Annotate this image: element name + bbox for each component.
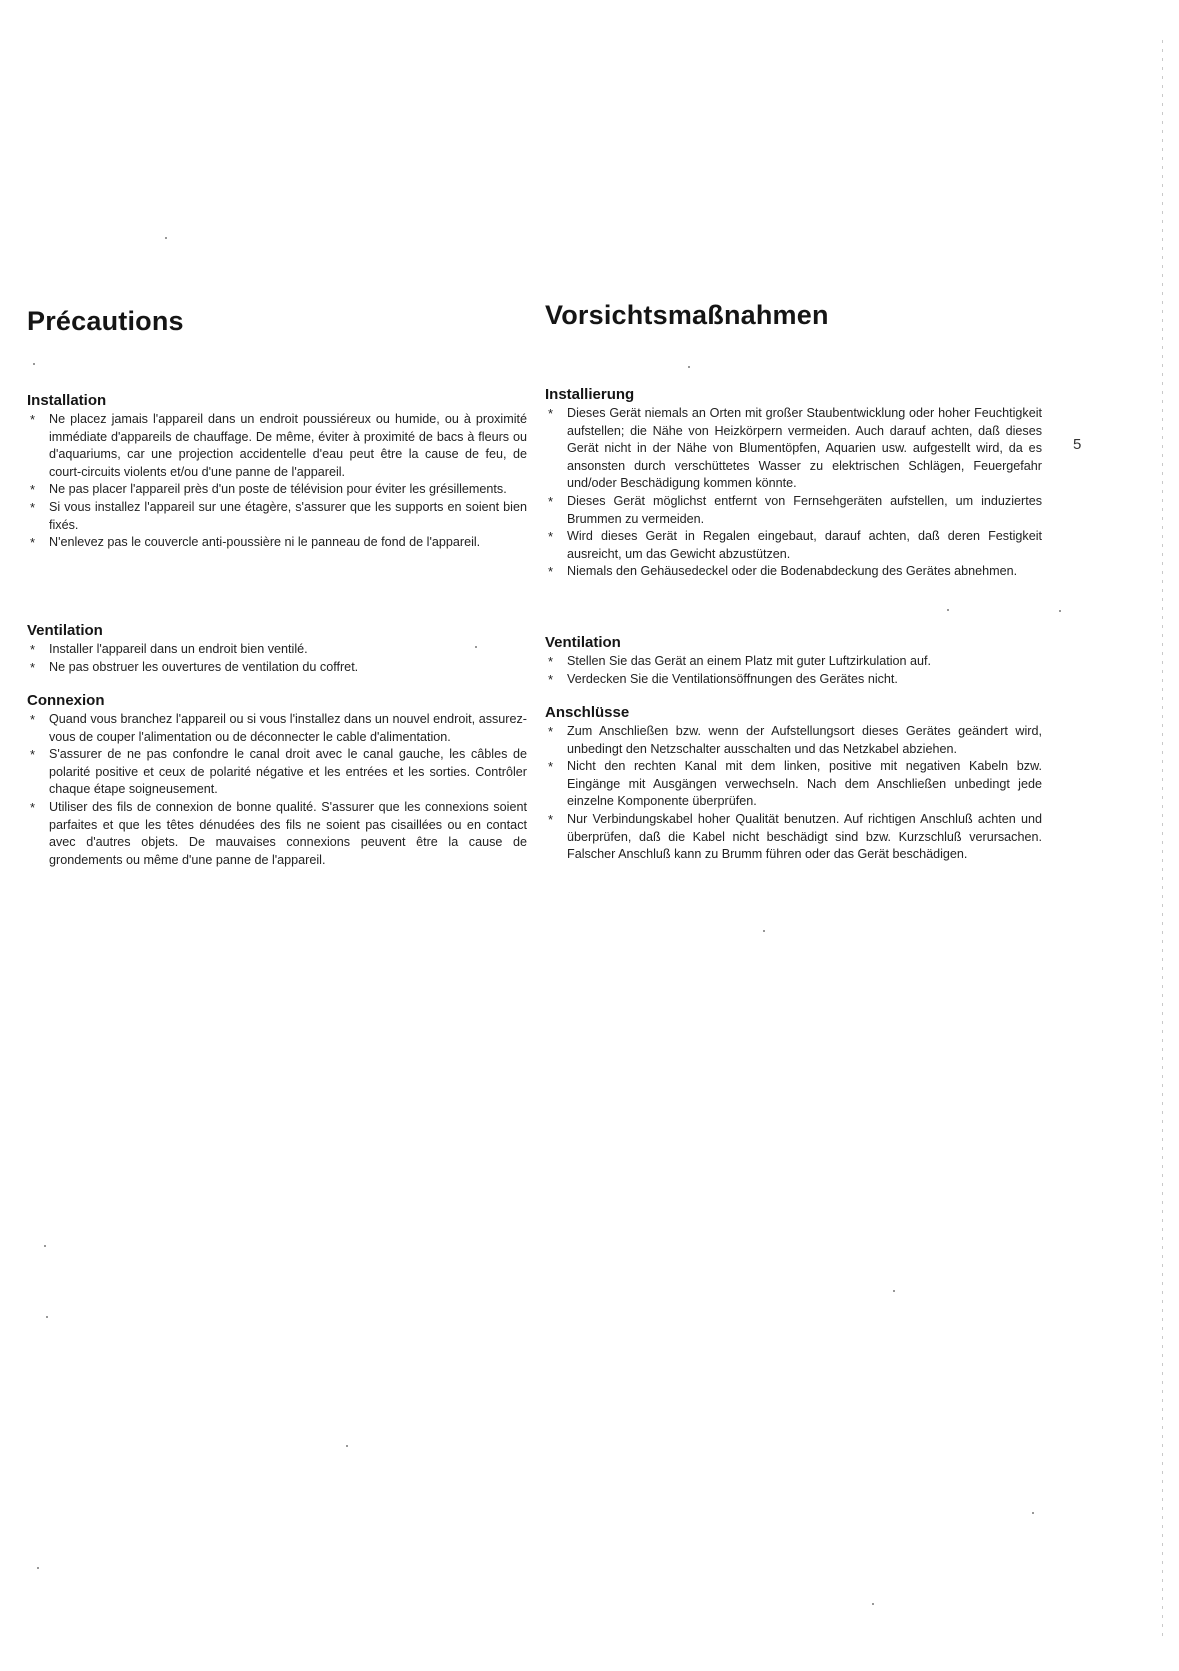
section-heading: Anschlüsse [545, 704, 630, 721]
page-number: 5 [1073, 436, 1082, 453]
list-item: * Ne placez jamais l'appareil dans un endroit poussiéreux ou humide, ou à proximité immédiate d'appareils de chauffage. De même, éviter à proximité de bacs à fleurs ou d'aquariums, car une projection accidentelle d'eau peut être la cause de feu, de court-circuits violents et/ou d'une panne de l'appareil. [30, 412, 527, 479]
section-heading: Connexion [27, 692, 105, 709]
scan-speck [33, 363, 35, 365]
section-installation-fr [27, 392, 527, 552]
list-item: * Utiliser des fils de connexion de bonne qualité. S'assurer que les connexions soient parfaites et que les têtes dénudées des fils ne soient pas cisaillées ou en contact avec d'autres objets. De mauvaises connexions peuvent être la cause de grondements ou même d'une panne de l'appareil. [30, 799, 527, 867]
scan-speck [688, 366, 690, 368]
section-installierung-de [545, 386, 1042, 581]
page-title-french: Précautions [27, 306, 184, 336]
asterisk-bullet-icon: * [30, 747, 36, 763]
section-ventilation-de [545, 634, 1042, 688]
section-connexion-fr [27, 692, 527, 869]
bullet-list [27, 411, 527, 552]
scan-speck [44, 1245, 46, 1247]
list-item: * N'enlevez pas le couvercle anti-poussière ni le panneau de fond de l'appareil. [30, 535, 481, 551]
scan-speck [947, 609, 949, 611]
asterisk-bullet-icon: * [30, 712, 36, 727]
asterisk-bullet-icon: * [548, 671, 554, 687]
list-item: * Ne pas placer l'appareil près d'un poste de télévision pour éviter les grésillements. [30, 482, 507, 498]
list-item: * Si vous installez l'appareil sur une étagère, s'assurer que les supports en soient bien fixés. [30, 499, 527, 532]
section-anschluesse-de [545, 704, 1042, 864]
asterisk-bullet-icon: * [30, 642, 36, 657]
page-title-german: Vorsichtsmaßnahmen [545, 300, 829, 330]
scan-speck [37, 1567, 39, 1569]
list-item: * Ne pas obstruer les ouvertures de ventilation du coffret. [30, 659, 359, 675]
scan-speck [1059, 610, 1061, 612]
list-item: * Nur Verbindungskabel hoher Qualität benutzen. Auf richtigen Anschluß achten und überprüfen, daß die Kabel nicht beschädigt sind bzw. Kurzschluß verursachen. Falscher Anschluß kann zu Brumm führen oder das Gerät beschädigen. [548, 811, 1042, 862]
asterisk-bullet-icon: * [548, 654, 554, 669]
bullet-list [27, 711, 527, 869]
scan-speck [893, 1290, 895, 1292]
list-item: * Zum Anschließen bzw. wenn der Aufstellungsort dieses Gerätes geändert wird, unbedingt den Netzschalter ausschalten und das Netzkabel abziehen. [548, 724, 1042, 756]
list-item: * Quand vous branchez l'appareil ou si vous l'installez dans un nouvel endroit, assurez-vous de couper l'alimentation ou de déconnecter le cable d'alimentation. [30, 712, 527, 744]
asterisk-bullet-icon: * [30, 659, 36, 675]
scan-speck [1032, 1512, 1034, 1514]
list-item: * S'assurer de ne pas confondre le canal droit avec le canal gauche, les câbles de polarité positive et ceux de polarité négative et les entrées et les sorties. Contrôler chaque étape soigneusement. [30, 747, 527, 797]
asterisk-bullet-icon: * [548, 564, 554, 580]
section-heading: Installation [27, 392, 107, 409]
scan-speck [346, 1445, 348, 1447]
list-item: * Dieses Gerät niemals an Orten mit großer Staubentwicklung oder hoher Feuchtigkeit aufstellen; die Nähe von Heizkörpern vermeiden. Auch darauf achten, daß dieses Gerät nicht in der Nähe von Blumentöpfen, Aquarien usw. aufgestellt wird, da es ansonsten durch verschüttetes Wasser zu elektrischen Schlägen, Feuergefahr und/oder Beschädigung kommen könnte. [548, 406, 1042, 491]
scan-speck [872, 1603, 874, 1605]
list-item: * Installer l'appareil dans un endroit bien ventilé. [30, 642, 308, 657]
scan-speck [763, 930, 765, 932]
asterisk-bullet-icon: * [548, 493, 554, 509]
list-item: * Dieses Gerät möglichst entfernt von Fernsehgeräten aufstellen, um induziertes Brummen zu vermeiden. [548, 493, 1042, 526]
list-item: * Niemals den Gehäusedeckel oder die Bodenabdeckung des Gerätes abnehmen. [548, 564, 1018, 580]
asterisk-bullet-icon: * [548, 811, 554, 827]
asterisk-bullet-icon: * [548, 406, 554, 421]
scan-edge-line [1162, 40, 1163, 1640]
section-heading: Installierung [545, 386, 635, 403]
section-heading: Ventilation [27, 622, 103, 639]
section-ventilation-fr [27, 622, 527, 676]
asterisk-bullet-icon: * [548, 724, 554, 739]
asterisk-bullet-icon: * [548, 759, 554, 775]
list-item: * Verdecken Sie die Ventilationsöffnungen des Gerätes nicht. [548, 671, 898, 687]
asterisk-bullet-icon: * [548, 529, 554, 545]
bullet-list [545, 723, 1042, 864]
list-item: * Wird dieses Gerät in Regalen eingebaut, darauf achten, daß deren Festigkeit ausreicht, um das Gewicht abzustützen. [548, 529, 1042, 561]
bullet-list [545, 653, 1042, 688]
asterisk-bullet-icon: * [30, 499, 36, 515]
scan-speck [165, 237, 167, 239]
list-item: * Stellen Sie das Gerät an einem Platz mit guter Luftzirkulation auf. [548, 654, 932, 669]
asterisk-bullet-icon: * [30, 535, 36, 551]
asterisk-bullet-icon: * [30, 482, 36, 498]
bullet-list [545, 405, 1042, 581]
bullet-list [27, 641, 527, 676]
scan-speck [475, 646, 477, 648]
list-item: * Nicht den rechten Kanal mit dem linken, positive mit negativen Kabeln bzw. Eingänge mit Ausgängen verwechseln. Nach dem Anschließen unbedingt jede einzelne Komponente überprüfen. [548, 759, 1042, 809]
asterisk-bullet-icon: * [30, 412, 36, 427]
scan-speck [46, 1316, 48, 1318]
section-heading: Ventilation [545, 634, 621, 651]
asterisk-bullet-icon: * [30, 799, 36, 815]
